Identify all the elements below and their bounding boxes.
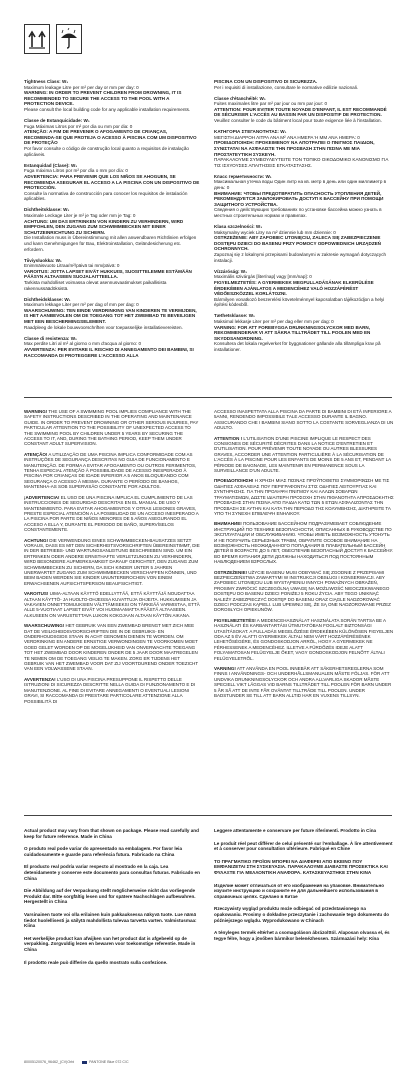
symbol-row [24, 24, 82, 54]
warning-text: THE USE OF A SWIMMING POOL IMPLIES COMPLIANCE WITH THE SAFETY INSTRUCTIONS DESCRIBED IN THE OPERATING AND MAINTENANCE GUIDE. IN ORDER TO PREVENT DROWNING OR OTHER SERIOUS INJURIES, PAY PARTICULAR ATTENTION TO THE POSSIBILITY OF UNEXPECTED ACCESS TO THE SWIMMING POOL BY CHILDREN UNDER 5 YEARS BY SECURING THE ACCESS TO IT, AND, DURING THE BATHING PERIOD, KEEP THEM UNDER CONSTANT ADULT SUPERVISION. [24, 409, 199, 447]
product-notice: El producto real podría variar respecto al mostrado en la caja. Lea detenidamente y conserve este documento para consultas futuras. Fabricado en China [24, 864, 200, 881]
warning-text: ПОЛЬЗОВАНИЕ БАССЕЙНОМ ПОДРАЗУМЕВАЕТ СОБЛЮДЕНИЕ ИНСТРУКЦИЙ ПО ТЕХНИКЕ БЕЗОПАСНОСТИ, ОПИСАННЫХ В РУКОВОДСТВЕ ПО ЭКСПЛУАТАЦИИ И ОБСЛУЖИВАНИЮ. ЧТОБЫ ИМЕТЬ ВОЗМОЖНОСТЬ УТОНУТЬ И НЕ ПОЛУЧИТЬ СЕРЬЕЗНЫХ ТРАВМ, ОБРАТИТЕ ОСОБОЕ ВНИМАНИЕ НА ВОЗМОЖНОСТЬ НЕОЖИДАННОГО ПОПАДАНИЯ В ПЛАВАТЕЛЬНЫЙ БАССЕЙН ДЕТЕЙ В ВОЗРАСТЕ ДО 5 ЛЕТ, ОБЕСПЕЧИВ БЕЗОПАСНЫЙ ДОСТУП К БАССЕЙНУ. ВО ВРЕМЯ КУПАНИЯ ДЕТИ ДОЛЖНЫ НАХОДИТЬСЯ ПОД ПОСТОЯННЫМ НАБЛЮДЕНИЕМ ВЗРОСЛЫХ. [214, 521, 393, 565]
spec-line: ΠΑΡΑΚΑΛΟΥΜΕ ΣΥΜΒΟΥΛΕΥΤΕΙΤΕ ΤΟΝ ΤΟΠΙΚΟ ΟΙΚΟΔΟΜΙΚΟ ΚΑΝΟΝΙΣΜΟ ΓΙΑ ΤΙΣ ΙΣΧΥΟΥΣΕΣ ΑΠΑΙΤΗΣΕΙΣ ΕΓΚΑΤΑΣΤΑΣΗΣ. [214, 157, 389, 168]
tightness-class-right-column [214, 79, 394, 358]
spec-line: Fuga máxima Litros por m² por día o mm por día: 0 [24, 168, 128, 174]
product-notice: ΤΟ ΠΡΑΓΜΑΤΙΚΟ ΠΡΟΪΟΝ ΜΠΟΡΕΙ ΝΑ ΔΙΑΦΕΡΕΙ ΑΠΟ ΕΚΕΙΝΟ ΠΟΥ ΕΜΦΑΝΙΖΕΤΑΙ ΣΤΗ ΣΥΣΚΕΥΑΣΙΑ. ΠΑΡΑΚΑΛΟΥΜΕ ΔΙΑΒΑΣΤΕ ΠΡΟΣΕΚΤΙΚΑ ΚΑΙ ΦΥΛΑΞΤΕ ΓΙΑ ΜΕΛΛΟΝΤΙΚΗ ΑΝΑΦΟΡΑ. ΚΑΤΑΣΚΕΥΑΣΤΗΚΕ ΣΤΗΝ ΚΙΝΑ [214, 858, 388, 875]
spec-line: AVVERTENZA: PER EVITARE IL RISCHIO DI ANNEGAMENTO DEI BAMBINI, SI RACCOMANDA DI PROTEGGERE L'ACCESSO ALLA [24, 346, 194, 358]
product-notice: A tényleges termék eltérhet a csomagoláson ábrázolttól. Alaposan olvassa el, és tegye félre, hogy a jövőben bármikor belenézhessen. Származási hely: Kína [214, 930, 390, 941]
spec-title: Classe de Estanquicidade: W₁ [24, 118, 90, 124]
spec-line: Maximale Leckage Liter je m² je Tag oder mm je Tag: 0 [24, 212, 136, 218]
spec-line: Konsultera det lokala regelverket för byggnationer gällande alla tillämpliga krav på installationer. [214, 341, 381, 352]
warning-paragraph [214, 570, 394, 613]
warning-text: UŻYCIE BASENU MUSI ODBYWAĆ SIĘ ZGODNIE Z PRZEPISAMI BEZPIECZEŃSTWA ZAWARTYMI W INSTRUKCJI OBSŁUGI I KONSERWACJI. ABY ZAPOBIEC UTONIĘCIU LUB WYSTĄPIENIU INNYCH POWAŻNYCH OBRAŻEŃ, PROSIMY ZWRÓCIĆ SZCZEGÓLNĄ UWAGĘ NA MOŻLIWOŚĆ NIEOCZEKIWANEGO DOSTĘPU DO BASENU DZIECI PONIŻEJ 5 ROKU ŻYCIA. ABY TEGO UNIKNĄĆ NALEŻY ZABEZPIECZYĆ DOSTĘP DO BASENU ORAZ CIĄGLE NADZOROWAĆ DZIECI PODCZAS KĄPIELI. LUB UPEWNIJ SIĘ, ŻE SĄ ONE NADZOROWANE PRZEZ DOROSŁYCH OPIEKUNÓW. [214, 569, 391, 613]
warning-lead: ВНИМАНИЕ! [214, 521, 242, 527]
warning-paragraph [24, 495, 200, 533]
spec-block [24, 118, 200, 157]
warning-paragraph [24, 623, 200, 672]
warning-lead: AVVERTENZA! [24, 676, 56, 682]
print-footer [24, 1060, 129, 1064]
color-swatch [82, 1061, 87, 1064]
warning-lead: ATTENTION ! [214, 435, 243, 441]
pantone-label [82, 1060, 128, 1064]
spec-line: ACHTUNG: UM DAS ERTRINKEN VON KINDERN ZU VERHINDERN, WIRD EMPFOHLEN, DEN ZUGANG ZUM SCHWIMMBECKEN MIT EINER SCHUTZEINRICHTUNG ZU SICHERN. [24, 218, 184, 235]
warning-text: A UTILIZAÇÃO DE UMA PISCINA IMPLICA CONFORMIDADE COM AS INSTRUÇÕES DE SEGURANÇA DESCRITAS NO GUIA DE FUNCIONAMENTO E MANUTENÇÃO. DE FORMA A EVITAR AFOGAMENTO OU OUTROS FERIMENTOS, TENHA ESPECIAL ATENÇÃO À POSSIBILIDADE DE ACESSO INESPERADO À PISCINA POR CRIANÇAS DE IDADE INFERIOR A 5 ANOS BLOQUEANDO COM SEGURANÇA O ACESSO À MESMA. DURANTE O PERÍODO DE BANHOS, MANTENHA-AS SOB SUPERVISÃO CONSTANTE POR ADULTOS. [24, 451, 197, 490]
product-notice: Leggere attentamente e conservare per future riferimenti. Prodotto in Cina [214, 828, 377, 833]
warning-text: HET GEBRUIK VAN EEN ZWEMBAD BRENGT MET ZICH MEE DAT DE VEILIGHEIDSVOORSCHRIFTEN DIE IN DE GEBRUIKS- EN ONDERHOUDSGIDS STAAN IN ACHT GENOMEN DIENEN TE WORDEN. OM VERDRINKING EN ANDERE ERNSTIGE VERWONDINGEN TE VOORKOMEN MOET GOED GELET WORDEN OP DE MOGELIJKHEID VAN ONVERWACHTE TOEGANG TOT HET ZWEMBAD DOOR KINDEREN ONDER DE 5 JAAR DOOR MAATREGELEN TE NEMEN OM DE TOEGANG VEILIG TE MAKEN. ZORG ER TIJDENS HET GEBRUIK VAN HET ZWEMBAD VOOR DAT ZIJ VOORTDUREND ONDER TOEZICHT VAN EEN VOLWASSENE STAAN. [24, 623, 199, 672]
spec-block [214, 313, 394, 352]
spec-line: Please consult the local building code for any applicable installation requirements. [24, 106, 191, 112]
warning-text: ATT ANVÄNDA EN POOL INNEBÄR ATT SÄKERHETSREGLERNA SOM FINNS I ANVÄNDNINGS- OCH UNDERHÅLLSMANUALEN MÅSTE FÖLJAS. FÖR ATT UNDVIKA DRUNKNINGSOLYCKOR OCH ANDRA ALLVARLIGA SKADOR MÅSTE SPECIELL VIKT LÄGGAS VID BARNS TILLTRÄDET TILL POOLEN FÖR BARN UNDER 5 ÅR SÅ ATT DE INTE FÅR OVÄNTAT TILLTRÄDE TILL POOLEN. UNDER BADSTUNDER SE TILL ATT BARN ALLTID HAR EN VUXENS TILLSYN. [214, 666, 392, 699]
spec-line: Enimmäisvuoto Litraa/m²/päivä tai mm/päivä: 0 [24, 263, 120, 269]
spec-line: Max perdite Litri al m² al giorno o mm d'acqua al giorno: 0 [24, 341, 142, 347]
spec-title: Tightness Class: W₁ [24, 79, 69, 84]
spec-line: ATTENTION: POUR EVITER TOUTE NOYADE D'ENFANT, IL EST RECOMMANDÉ DE SÉCURISER L'ACCÈS AU BASSIN PAR UN DISPOSITIF DE PROTECTION. [214, 106, 387, 118]
warning-paragraph [214, 478, 394, 516]
warning-text: EL USO DE UNA PISCINA IMPLICA EL CUMPLIMIENTO DE LAS INSTRUCCIONES DE SEGURIDAD DESCRITAS EN EL MANUAL DE USO Y MANTENIMIENTO. PARA EVITAR AHOGAMIENTOS Y OTRAS LESIONES GRAVES, PRESTE ESPECIAL ATENCIÓN A LA POSIBILIDAD DE UN ACCESO INESPERADO A LA PISCINA POR PARTE DE NIÑOS MENORES DE 5 AÑOS ASEGURANDO EL ACCESO A ELLA Y, DURANTE EL PERIODO DE BAÑO, SUPERVÍSELOS CONSTANTEMENTE. [24, 494, 199, 533]
spec-line: Maximum lekkage Liter per m² per dag of mm per dag: 0 [24, 302, 139, 308]
spec-title: Classe d'étanchéité: W₁ [214, 95, 266, 101]
warning-text: ACCESSO INASPETTATA ALLA PISCINA DA PARTE DI BAMBINI DI ETÀ INFERIORE A 5ANNI, RENDENDO IMPOSSIBILE TALE ACCESSO DURANTE IL BAGNO. ASSICURANDO CHE I BAMBINI SIANO SOTTO LA COSTANTE SORVEGLIANZA DI UN ADULTO. [214, 409, 394, 431]
section-divider [24, 397, 392, 398]
spec-title: Dichtheitsklasse: W₁ [24, 207, 70, 213]
tightness-class-left-column [24, 79, 200, 364]
warning-text: UIMA-ALTAAN KÄYTTÖ EDELLYTTÄÄ, ETTÄ KÄYTTÄJÄ NOUDATTAA ALTAAN KÄYTTÖ- JA HUOLTO-OHJEISSA KUVATTUJA OHJEITA. HUKKUMISEN JA VAKAVIEN ONNETTOMUUKSIEN VÄLTTÄMISEKSI ON TÄRKEÄÄ VARMISTAA, ETTÄ ALLE 5-VUOTIAAT LAPSET EIVÄT VOI HUOMAAMATTA PÄÄSTÄ ALTAASEEN. ALKUSEEN ON VARUSTETTAVA LUKON KOKOJAAN ALTAAN KÄYTÖN AIKANA. [24, 591, 200, 618]
warning-text: Η ΧΡΗΣΗ ΜΙΑΣ ΠΙΣΙΝΑΣ ΠΡΟΫΠΟΘΕΤΕΙ ΣΥΜΜΟΡΦΩΣΗ ΜΕ ΤΙΣ ΟΔΗΓΙΕΣ ΑΣΦΑΛΕΙΑΣ ΠΟΥ ΠΕΡΙΓΡΑΦΟΝΤΑΙ ΣΤΙΣ ΟΔΗΓΙΕΣ ΛΕΙΤΟΥΡΓΙΑΣ ΚΑΙ ΣΥΝΤΗΡΗΣΗΣ. ΓΙΑ ΤΗΝ ΠΡΟΛΗΨΗ ΠΝΙΓΜΟΥ ΚΑΙ ΑΛΛΩΝ ΣΟΒΑΡΩΝ ΤΡΑΥΜΑΤΙΣΜΩΝ, ΔΩΣΤΕ ΙΔΙΑΙΤΕΡΗ ΠΡΟΣΟΧΗ ΣΤΗΝ ΠΙΘΑΝΟΤΗΤΑ ΑΠΡΟΣΔΟΚΗΤΗΣ ΠΡΟΣΒΑΣΗΣ ΣΤΗΝ ΠΙΣΙΝΑ ΑΠΟ ΠΑΙΔΙΑ ΚΑΤΩ ΤΩΝ 5 ΕΤΩΝ ΑΣΦΑΛΙΖΟΝΤΑΣ ΤΗΝ ΠΡΟΣΒΑΣΗ ΣΕ ΑΥΤΗΝ ΚΑΙ ΚΑΤΑ ΤΗΝ ΠΕΡΙΟΔΟ ΤΗΣ ΚΟΛΥΜΒΗΣΗΣ, ΔΙΑΤΗΡΕΙΤΕ ΤΑ ΥΠΟ ΤΗ ΣΥΝΕΧΗ ΕΠΙΒΛΕΨΗ ΕΝΗΛΙΚΟΥ. [214, 478, 394, 516]
spec-line: ВНИМАНИЕ: ЧТОБЫ ПРЕДОТВРАТИТЬ ОПАСНОСТЬ УТОПЛЕНИЯ ДЕТЕЙ, РЕКОМЕНДУЕТСЯ ЗАБЛОКИРОВАТЬ ДОСТУП К БАССЕЙНУ ПРИ ПОМОЩИ ЗАЩИТНОГО УСТРОЙСТВА. [214, 190, 384, 207]
warning-paragraph [214, 666, 394, 698]
spec-line: Consulte la normativa de construcción para conocer los requisitos de instalación aplicables. [24, 190, 188, 202]
spec-title: Klasa szczelności: W₁ [214, 224, 263, 230]
warning-text: DIE VERWENDUNG EINES SCHWIMMBECKEN-BAUSATZES SETZT VORAUS, DASS ES MIT DEN SICHERHEITSVORSCHRIFTEN ÜBEREINSTIMMT, DIE IN DER BETRIEBS- UND WARTUNGSANLEITUNG BESCHRIEBEN SIND. UM EIN ERTRINKEN ODER ANDERE ERNSTHAFTE VERLETZUNGEN ZU VERHINDERN, WIRD BESONDERE AUFMERKSAMKEIT DARAUF GERICHTET, DEN ZUGANG ZUM SCHWIMMBECKEN ZU SICHERN, DA SICH KINDER UNTER 5 JAHREN UNERWARTET ZUGANG ZUM SCHWIMMBECKEN VERSCHAFFEN KÖNNEN, UND BEIM BADEN WERDEN SIE KINDER UNUNTERBROCHEN VON EINEM ERWACHSENEN AUFSICHTSPERSON BEAUFSICHTIGT. [24, 537, 200, 586]
spec-title: PISCINA CON UN DISPOSITIVO DI SICUREZZA. [214, 79, 318, 84]
warning-paragraph [24, 591, 200, 618]
product-notice: Varsinainen tuote voi olla erilainen kuin pakkauksessa näkyvä tuote. Lue nämä tiedot huolellisesti ja säilytä mahdollista tulevaa tarvetta varten. Valmistusmaa: Kiina [24, 911, 197, 929]
spec-title: Estanquidad (Clase): W₁ [24, 162, 78, 168]
warning-paragraph [214, 618, 394, 661]
spec-line: WARNING: IN ORDER TO PREVENT CHILDREN FROM DROWNING, IT IS RECOMMENDED TO SECURE THE ACCESS TO THE POOL WITH A PROTECTION DEVICE. [24, 90, 182, 107]
product-notice: Rzeczywisty wygląd produktu może odbiegać od przedstawionego na opakowaniu. Prosimy o dokładne przeczytanie i zachowanie tego dokumentu do późniejszego wglądu. Wyprodukowano w Chinach [214, 906, 390, 923]
product-notice: Actual product may vary from that shown on package. Please read carefully and keep for future reference. Made in China [24, 828, 199, 839]
safety-warnings-left-column [24, 409, 200, 709]
spec-block [214, 174, 394, 219]
warning-lead: OSTRZEŻENIE! [214, 569, 248, 575]
warning-lead: WAARSCHUWING! [24, 623, 65, 629]
spec-line: Veuillez consulter le code du bâtiment local pour toute exigence liée à l'installation. [214, 118, 382, 124]
spec-title: Tæthetsklasse: W₁ [214, 313, 255, 319]
spec-line: FIGYELMEZTETÉS: A GYERMEKEK MEGFULLADÁSÁNAK ELKERÜLÉSE ÉRDEKÉBEN AJÁNLATOS A MEDENCÉHEZ VALÓ HOZZÁFÉRÉST VÉDŐESZKÖZZEL KORLÁTOZNI. [214, 279, 374, 297]
warning-lead: VARNING! [214, 666, 236, 672]
spec-block [214, 129, 394, 168]
spec-line: Maksimal lekkasje Liter per m² per dag eller mm per dag: 0 [214, 318, 334, 324]
spec-line: OSTRZEŻENIE: ABY ZAPOBIEC UTONIĘCIU, ZALECA SIĘ ZABEZPIECZENIE DOSTĘPU DZIECI DO BASENU PRZY POMOCY ODPOWIEDNICH URZĄDZEŃ OCHRONNYCH. [214, 235, 382, 252]
warning-paragraph [24, 677, 200, 704]
warning-paragraph [24, 452, 200, 490]
spec-line: ΜΕΓΙΣΤΗ ΔΙΑΡΡΟΗ ΛΙΤΡΑ ΑΝΑ M² ΑΝΑ ΗΜΕΡΑ Ή ΜΜ ΑΝΑ ΗΜΕΡΑ: 0 [214, 134, 360, 140]
warning-lead: ΠΡΟΕΙΔΟΠΟΙΗΣΗ! [214, 478, 254, 484]
product-notice-left-column [24, 828, 200, 972]
warning-lead: WARNING! [24, 409, 48, 414]
spec-line: Die Installation muss in Übereinstimmung mit allen anwendbaren Richtlinien erfolgen und kann Genehmigungen für Bau, Elektroinstallation, Geländesicherung etc. erfordern. [24, 235, 197, 252]
spec-title: ΚΑΤΗΓΟΡΙΑ ΣΤΕΓΑΝΟΤΗΤΑΣ: W₁ [214, 129, 287, 135]
this-way-up-icon [24, 24, 50, 54]
warning-lead: ¡ADVERTENCIA! [24, 494, 60, 500]
spec-line: Raadpleeg de lokale bouwvoorschriften voor toepasselijke installatievereisten. [24, 324, 183, 330]
warning-paragraph [214, 521, 394, 564]
warning-text: L'USO DI UNA PISCINA PRESUPPONE IL RISPETTO DELLE ISTRUZIONI DI SICUREZZA DESCRITTE NELLA GUIDA DI FUNZIONAMENTO E DI MANUTENZIONE. AL FINE DI EVITARE ANNEGAMENTI O EVENTUALI LESIONI GRAVI, SI RACCOMANDA DI PRESTARE PARTICOLARE ATTENZIONE ALLA POSSIBILITÀ DI [24, 676, 196, 704]
spec-title: Tiiviysluokka: W₁ [24, 257, 62, 263]
spec-line: Per i requisiti di installazione, consultare le normative edilizie nazionali. [214, 84, 359, 90]
keep-dry-umbrella-icon [56, 24, 82, 54]
product-notice: Il prodotto reale può differire da quello mostrato sulla confezione. [24, 959, 168, 965]
spec-block [214, 224, 394, 263]
product-notice-right-column [214, 828, 394, 948]
spec-line: Максимальная утечка воды Один литр на кв. метр в день или один миллиметр в день: 0 [214, 179, 387, 190]
pantone-text: PANTONE Blue 072 C/C [89, 1060, 129, 1064]
warning-lead: ATENÇÃO! [24, 451, 48, 457]
safety-warnings-right-column [214, 409, 394, 704]
spec-block [24, 79, 200, 113]
spec-title: Classe di resistenza: W₁ [24, 335, 77, 341]
spec-line: VARNING: FOR ATT FOREBYGGA DRUNKNINGSOLYCKOR MED BARN, REKOMMENDERAR VI ATT SÄKRA TILLTRÄDET TILL POOLEN MED EN SKYDDSANORDNING. [214, 324, 371, 341]
spec-line: Bármilyen vonatkozó beszerelési követelménnyel kapcsolatban tájékozódjon a helyi építési kódexből. [214, 296, 385, 308]
spec-block [214, 79, 394, 90]
product-notice: Le produit réel peut différer de celui présenté sur l'emballage. À lire attentivement et à conserver pour consultation ultérieure. Fabriqué en Chine [214, 840, 393, 852]
spec-line: Por favor consulte o código de construção local quanto a requisitos de instalação aplicáveis. [24, 146, 189, 157]
spec-line: Fuites maximales litre par m² par jour ou mm par jour: 0 [214, 101, 328, 107]
spec-block [214, 96, 394, 124]
product-notice: Het werkelijke product kan afwijken van het product dat is afgebeeld op de verpakking. Zorgvuldig lezen en bewaren voor toekomstige referentie. Made in China [24, 935, 196, 952]
spec-line: Maksymalny wyciek Litry na m² dziennie lub mm dziennie: 0 [214, 229, 336, 235]
spec-title: Dichtheidsklasse: W₁ [24, 296, 71, 302]
spec-block [214, 269, 394, 308]
spec-block [24, 163, 200, 202]
warning-lead: VAROITUS! [24, 591, 49, 597]
spec-line: Zapoznaj się z lokalnymi przepisami budowlanymi w zakresie wymagań dotyczących instalacji. [214, 252, 387, 263]
spec-line: WAARSCHUWING: TEN EINDE VERDRINKING VAN KINDEREN TE VERMIJDEN, IS HET AANBEVOLEN OM DE TOEGANG TOT HET ZWEMBAD TE BEVEILIGEN MET EEN BESCHERMINGSELEMENT. [24, 307, 197, 325]
warning-lead: FIGYELMEZTETÉS! [214, 617, 256, 623]
spec-title: Класс герметичности: W₁ [214, 173, 272, 179]
warning-text: L'UTILISATION D'UNE PISCINE IMPLIQUE LE RESPECT DES CONSIGNES DE SÉCURITÉ DÉCRITES DANS LA NOTICE D'ENTRETIEN ET D'UTILISATION. POUR PRÉVENIR TOUTE NOYADE OU AUTRES BLESSURES GRAVES, ACCORDER UNE ATTENTION PARTICULIÈRE À LA SÉCURISATION DE L'ACCÈS À LA PISCINE POUR LES ENFANTS DE MOINS DE 5 ANS ET, PENDANT LA PÉRIODE DE BAIGNADE, LES MAINTENIR EN PERMANENCE SOUS LA SURVEILLANCE D'UN ADULTE. [214, 435, 391, 474]
product-notice: Изделие может отличаться от его изображения на упаковке. Внимательно изучите инструкцию и сохраните ее для дальнейшего использования в справочных целях. Сделано в Китае [214, 882, 385, 899]
spec-title: Vízzáróság: W₁ [214, 268, 248, 274]
product-notice: O produto real pode variar do apresentado na embalagem. Por favor leia cuidadosamente e guarde para referência futura. Fabricado na China [24, 846, 183, 857]
spec-block [24, 297, 200, 331]
spec-block [24, 207, 200, 252]
spec-line: Fuga Máximas Litros por m² por dia ou mm por dia: 0 [24, 123, 133, 129]
spec-line: ATENÇÃO: A FIM DE PREVENIR O AFOGAMENTO DE CRIANÇAS, RECOMENDA-SE QUE PROTEJA O ACESSO À PISCINA COM UM DISPOSITIVO DE PROTEÇÃO [24, 129, 197, 146]
spec-block [24, 336, 200, 358]
warning-paragraph [214, 436, 394, 474]
warning-paragraph [24, 538, 200, 587]
spec-line: Maximum leakage Litre per m² per day or mm per day: 0 [24, 84, 139, 90]
spec-line: Maximális szivárgás [liter/nap] vagy [mm/nap]: 0 [214, 274, 312, 280]
warning-text: A MEDENCEHASZNÁLAT HASZNÁLATA SORÁN TARTSA BE A HASZNÁLATI ÉS KARBANTARTÁSI ÚTMUTATÓBAN FOGLALT BIZTONSÁGI UTASÍTÁSOKAT. A FULLADÁS MEGELŐZÉSE ÉRDEKÉBEN KÜLÖNÖSEN FIGYELJEN ODA AZ 5 ÉV ALATTI GYERMEKEK ÁLTALI NEM VÁRT HOZZÁFÉRÉSÉNEK LEHETŐSÉGÉRE, ÉS GONDOSKODJON ARRÓL, HOGY A GYERMEKEK NE FÉRHESSENEK A MEDENCÉHEZ. ILLETVE A FÜRDŐZÉS IDEJE ALATT FOLYAMATOSAN FELÜGYELJE ŐKET, VAGY GONDOSKODJON FELNŐTT ÁLTALI FELÜGYELETRŐL. [214, 617, 394, 661]
product-notice: Die Abbildung auf der Verpackung stellt möglicherweise nicht das vorliegende Produkt dar. Bitte sorgfältig lesen und für spätere Nachschlagen aufbewahren. Hergestellt in China [24, 888, 196, 905]
spec-block [24, 258, 200, 292]
section-divider [24, 815, 392, 816]
spec-line: Сведения о действующих требованиях по установке бассейна можно узнать в местных строительных нормах и правилах. [214, 207, 382, 218]
spec-line: ADVERTENCIA: PARA PREVENIR QUE LOS NIÑOS SE AHOGUEN, SE RECOMIENDA ASEGURAR EL ACCESO A LA PISCINA CON UN DISPOSITIVO DE PROTECCIÓN. [24, 173, 200, 191]
warning-paragraph [24, 409, 200, 447]
spec-line: Tarkista mahdolliset voimassa olevat asennusvaatimukset paikallisista rakennussäädöksistä. [24, 280, 167, 291]
spec-line: VAROITUS: JOTTA LAPSET EIVÄT HUKKUISI, SUOSITTELEMME ESTÄMÄÄN PÄÄSYN ALTAASEEN SUOJALAITTEELLA. [24, 268, 192, 280]
file-code: 80005120076_96462_(CV)Orbi [24, 1060, 75, 1064]
warning-paragraph [214, 409, 394, 431]
warning-lead: ACHTUNG! [24, 537, 48, 543]
spec-line: ΠΡΟΕΙΔΟΠΟΙΗΣΗ: ΠΡΟΚΕΙΜΕΝΟΥ ΝΑ ΑΠΟΤΡΑΠΕΙ Ο ΠΝΙΓΜΟΣ ΠΑΙΔΙΩΝ, ΣΥΝΙΣΤΑΤΑΙ ΝΑ ΑΣΦΑΛΙΣΤΕ ΤΗΝ ΠΡΟΣΒΑΣΗ ΣΤΗΝ ΠΙΣΙΝΑ ΜΕ ΜΙΑ ΠΡΟΣΤΑΤΕΥΤΙΚΗ ΣΥΣΚΕΥΗ. [214, 140, 375, 157]
